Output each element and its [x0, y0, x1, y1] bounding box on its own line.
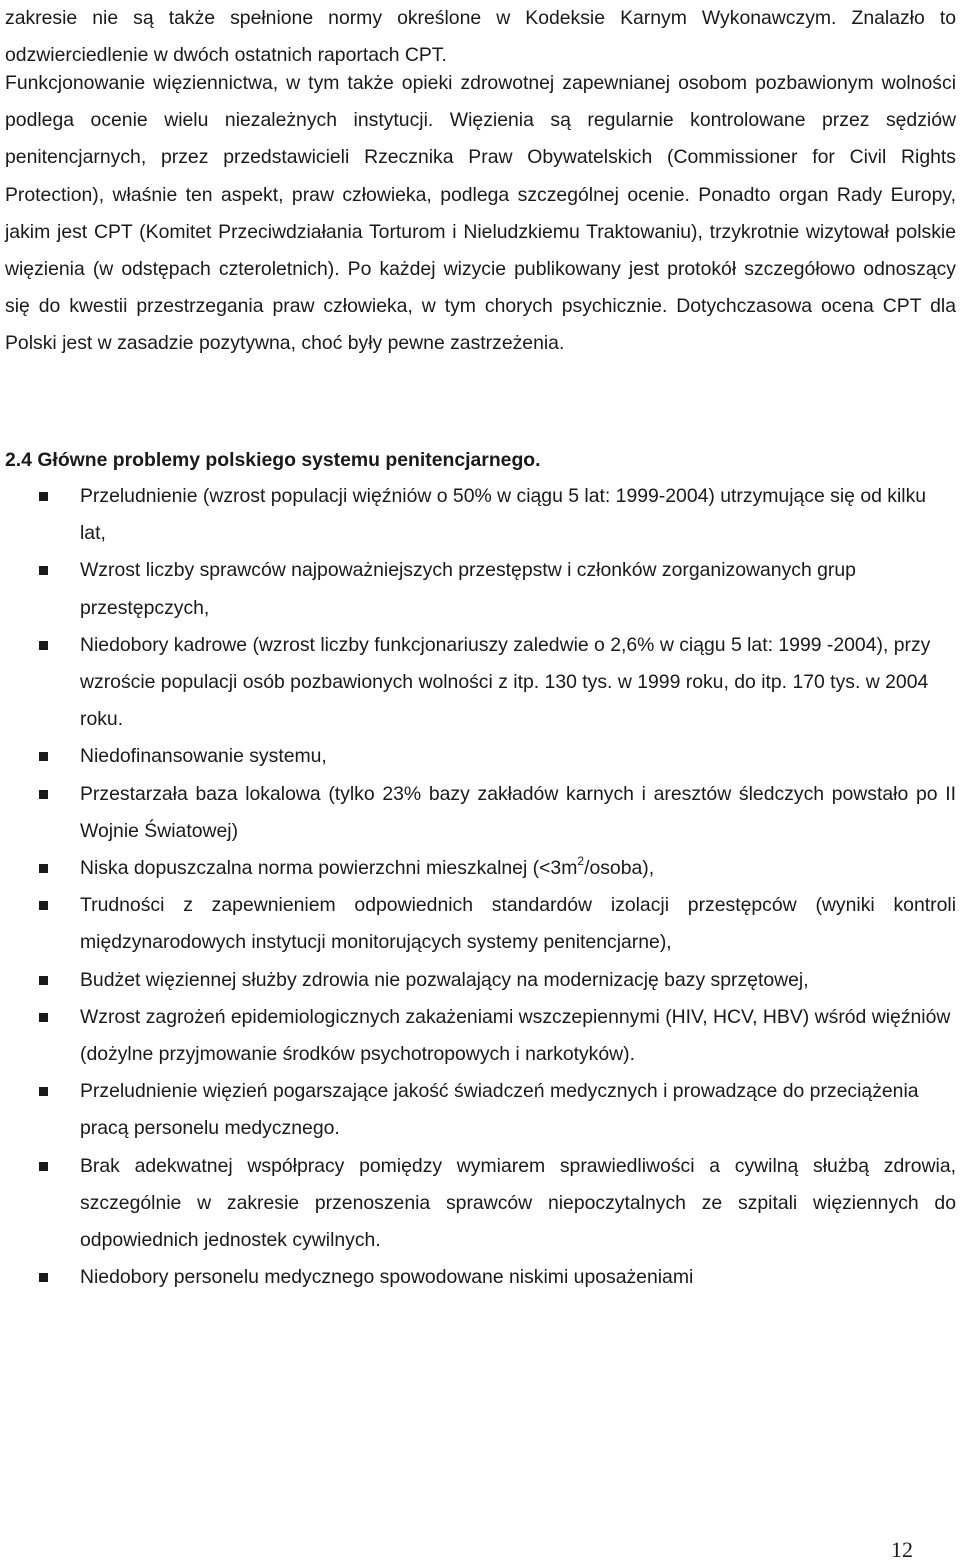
section-heading: 2.4 Główne problemy polskiego systemu penitencjarnego. — [5, 449, 541, 471]
superscript: 2 — [577, 854, 585, 869]
square-bullet-icon — [39, 1162, 48, 1171]
list-item — [0, 1148, 956, 1260]
square-bullet-icon — [39, 492, 48, 501]
square-bullet-icon — [39, 752, 48, 761]
page-number: 12 — [891, 1537, 913, 1562]
square-bullet-icon — [39, 1087, 48, 1096]
list-item-text: Niedofinansowanie systemu, — [80, 745, 327, 768]
square-bullet-icon — [39, 1013, 48, 1022]
list-item-text: Niedobory kadrowe (wzrost liczby funkcjonariuszy zaledwie o 2,6% w ciągu 5 lat: 1999 -2004), przy wzroście populacji osób pozbawionych wolności z itp. 130 tys. w 1999 roku, do itp. 170 tys. w 2004 roku. — [80, 633, 931, 731]
square-bullet-icon — [39, 976, 48, 985]
list-item — [0, 1073, 956, 1147]
square-bullet-icon — [39, 790, 48, 799]
list-item — [0, 552, 956, 626]
square-bullet-icon — [39, 901, 48, 910]
paragraph: zakresie nie są także spełnione normy określone w Kodeksie Karnym Wykonawczym. Znalazło to odzwierciedlenie w dwóch ostatnich raportach CPT. — [5, 7, 956, 67]
list-item-text-part: Niska dopuszczalna norma powierzchni mieszkalnej (<3m — [80, 857, 578, 880]
list-item-text: Niedobory personelu medycznego spowodowane niskimi uposażeniami — [80, 1266, 694, 1289]
list-item — [0, 738, 956, 775]
list-item — [0, 1259, 956, 1296]
list-item-text: Przestarzała baza lokalowa (tylko 23% bazy zakładów karnych i aresztów śledczych powstało po II Wojnie Światowej) — [80, 782, 956, 842]
paragraph: Funkcjonowanie więziennictwa, w tym także opieki zdrowotnej zapewnianej osobom pozbawionym wolności podlega ocenie wielu niezależnych instytucji. Więzienia są regularnie kontrolowane przez sędziów penitencjarnych, przez przedstawicieli Rzecznika Praw Obywatelskich (Commissioner for Civil Rights Protection), właśnie ten aspekt, praw człowieka, podlega szczególnej ocenie. Ponadto organ Rady Europy, jakim jest CPT (Komitet Przeciwdziałania Torturom i Nieludzkiemu Traktowaniu), trzykrotnie wizytował polskie więzienia (w odstępach czteroletnich). Po każdej wizycie publikowany jest protokół szczegółowo odnoszący się do kwestii przestrzegania praw człowieka, w tym chorych psychicznie. Dotychczasowa ocena CPT dla Polski jest w zasadzie pozytywna, choć były pewne zastrzeżenia. — [5, 72, 956, 355]
list-item — [0, 887, 956, 961]
list-item — [0, 999, 956, 1073]
list-item-text: Przeludnienie (wzrost populacji więźniów o 50% w ciągu 5 lat: 1999-2004) utrzymujące się od kilku lat, — [80, 485, 927, 545]
list-item — [0, 478, 956, 552]
square-bullet-icon — [39, 641, 48, 650]
list-item-text-part: /osoba), — [584, 857, 655, 880]
list-item-text: Budżet więziennej służby zdrowia nie pozwalający na modernizację bazy sprzętowej, — [80, 968, 809, 991]
list-item-text: Trudności z zapewnieniem odpowiednich standardów izolacji przestępców (wyniki kontroli międzynarodowych instytucji monitorujących systemy penitencjarne), — [80, 894, 956, 954]
problems-list — [0, 478, 960, 1296]
list-item-text: Brak adekwatnej współpracy pomiędzy wymiarem sprawiedliwości a cywilną służbą zdrowia, szczególnie w zakresie przenoszenia sprawców niepoczytalnych ze szpitali więziennych do odpowiednich jednostek cywilnych. — [80, 1154, 956, 1252]
list-item-text: Wzrost liczby sprawców najpoważniejszych przestępstw i członków zorganizowanych grup przestępczych, — [80, 559, 856, 619]
square-bullet-icon — [39, 864, 48, 873]
list-item — [0, 850, 956, 887]
list-item — [0, 776, 956, 850]
list-item — [0, 962, 956, 999]
square-bullet-icon — [39, 1273, 48, 1282]
list-item-text — [80, 850, 956, 887]
list-item-text: Przeludnienie więzień pogarszające jakość świadczeń medycznych i prowadzące do przeciążenia pracą personelu medycznego. — [80, 1080, 919, 1140]
list-item-text: Wzrost zagrożeń epidemiologicznych zakażeniami wszczepiennymi (HIV, HCV, HBV) wśród więźniów (dożylne przyjmowanie środków psychotropowych i narkotyków). — [80, 1005, 951, 1066]
list-item — [0, 627, 956, 739]
square-bullet-icon — [39, 566, 48, 575]
